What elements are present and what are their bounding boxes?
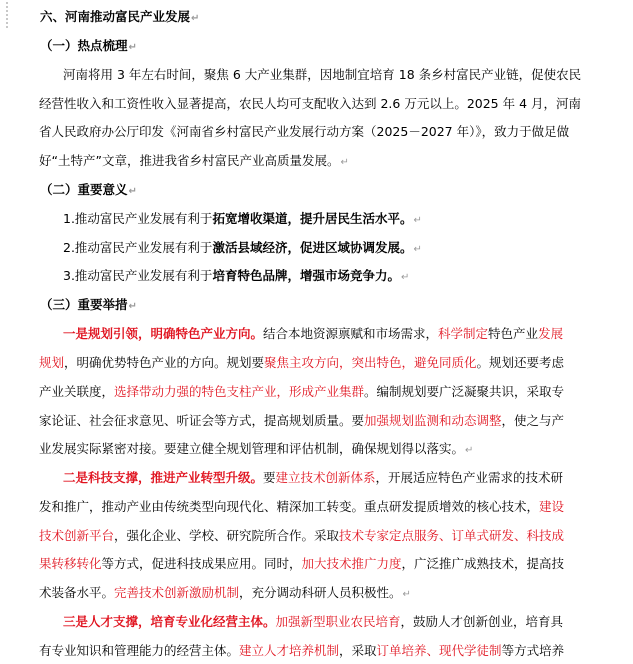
text-run: ，开展适应特色产业需求的技术研 <box>375 470 564 485</box>
heading-hotspot-text: （一）热点梳理 <box>40 38 128 53</box>
highlight-run: 订单培养、现代学徒制 <box>376 643 502 658</box>
text-run: 有专业知识和管理能力的经营主体。 <box>39 643 240 658</box>
paragraph-mark-icon: ↵ <box>128 301 137 312</box>
item-prefix: 3.推动富民产业发展有利于 <box>63 268 213 283</box>
measure2-line-2 <box>39 499 564 515</box>
text-run: 等方式，促进科技成果应用。同时， <box>101 556 302 571</box>
measure1-line-3 <box>39 384 564 400</box>
section-title <box>40 9 199 27</box>
text-run: 特色产业 <box>488 326 539 341</box>
text-run: 家论证、社会征求意见、听证会等方式，提高规划质量。要 <box>39 413 365 428</box>
measure3-line-2 <box>39 643 564 659</box>
text-run: 。编制规划要广泛凝聚共识，采取专 <box>364 384 565 399</box>
item-prefix: 1.推动富民产业发展有利于 <box>63 211 213 226</box>
highlight-run: 建设 <box>539 499 565 514</box>
paragraph-mark-icon: ↵ <box>465 445 474 456</box>
item-prefix: 2.推动富民产业发展有利于 <box>63 240 213 255</box>
paragraph-mark-icon: ↵ <box>413 215 422 226</box>
text-run: 。规划还要考虑 <box>476 355 565 370</box>
hotspot-line-4 <box>39 153 349 171</box>
section-title-text: 六、河南推动富民产业发展 <box>40 9 191 24</box>
highlight-run: 规划 <box>39 355 65 370</box>
paragraph-mark-icon: ↵ <box>191 13 200 24</box>
paragraph-mark-icon: ↵ <box>402 589 411 600</box>
measure1-line-5 <box>39 441 473 459</box>
highlight-run: 技术创新平台 <box>39 528 115 543</box>
item-emphasis: 培育特色品牌，增强市场竞争力。 <box>212 268 400 283</box>
highlight-run: 完善技术创新激励机制 <box>114 585 240 600</box>
heading-hotspot <box>40 38 137 56</box>
paragraph-mark-icon: ↵ <box>400 272 410 283</box>
measure1-line-1 <box>63 326 563 342</box>
measure3-line-1 <box>63 614 563 630</box>
highlight-run: 发展 <box>538 326 564 341</box>
hotspot-line-1: 河南将用 3 年左右时间，聚焦 6 大产业集群，因地制宜培育 18 条乡村富民产业链，促使农民 <box>63 67 582 82</box>
text-run: ，强化企业、学校、研究院所合作。采取 <box>114 528 340 543</box>
highlight-run: 建立技术创新体系 <box>275 470 376 485</box>
item-emphasis: 拓宽增收渠道，提升居民生活水平。 <box>212 211 413 226</box>
hotspot-line-3: 省人民政府办公厅印发《河南省乡村富民产业发展行动方案（2025－2027 年）》，致力于做足做 <box>39 124 570 139</box>
text-run: ，广泛推广成熟技术，提高技 <box>401 556 565 571</box>
text-run: 等方式培养 <box>501 643 565 658</box>
measure2-title: 二是科技支撑，推进产业转型升级。 <box>63 470 264 485</box>
text-run: ，使之与产 <box>501 413 565 428</box>
highlight-run: 加强规划监测和动态调整 <box>364 413 502 428</box>
text-run: ，鼓励人才创新创业，培育具 <box>400 614 564 629</box>
highlight-run: 聚焦主攻方向，突出特色，避免同质化 <box>264 355 477 370</box>
text-run: 术装备水平。 <box>39 585 115 600</box>
text-run: 发和推广，推动产业由传统类型向现代化、精深加工转变。重点研发提质增效的核心技术， <box>39 499 540 514</box>
significance-item-3 <box>63 268 409 286</box>
measure1-title: 一是规划引领，明确特色产业方向。 <box>63 326 264 341</box>
text-run: 业发展实际紧密对接。要建立健全规划管理和评估机制，确保规划得以落实。 <box>39 441 465 456</box>
hotspot-line-2: 经营性收入和工资性收入显著提高，农民人均可支配收入达到 2.6 万元以上。2025 年 4 月，河南 <box>39 96 582 111</box>
highlight-run: 加大技术推广力度 <box>301 556 402 571</box>
significance-item-2 <box>63 240 422 258</box>
measure2-line-1 <box>63 470 563 486</box>
text-run: ，采取 <box>339 643 377 658</box>
paragraph-mark-icon: ↵ <box>128 42 137 53</box>
highlight-run: 科学制定 <box>438 326 489 341</box>
paragraph-mark-icon: ↵ <box>340 157 349 168</box>
highlight-run: 技术专家定点服务、订单式研发、科技成 <box>339 528 565 543</box>
text-run: 结合本地资源禀赋和市场需求， <box>263 326 439 341</box>
significance-item-1 <box>63 211 422 229</box>
heading-significance-text: （二）重要意义 <box>40 182 128 197</box>
highlight-run: 选择带动力强的特色支柱产业，形成产业集群 <box>114 384 365 399</box>
measure1-line-2 <box>39 355 564 371</box>
text-run: ，充分调动科研人员积极性。 <box>239 585 402 600</box>
text-run: ，明确优势特色产业的方向。规划要 <box>64 355 265 370</box>
item-emphasis: 激活县域经济，促进区域协调发展。 <box>212 240 413 255</box>
measure2-line-3 <box>39 528 564 544</box>
text-run: 要 <box>263 470 276 485</box>
heading-significance <box>40 182 137 200</box>
highlight-run: 果转移转化 <box>39 556 102 571</box>
heading-measures <box>40 297 137 315</box>
text-run: 产业关联度， <box>39 384 115 399</box>
highlight-run: 加强新型职业农民培育 <box>275 614 401 629</box>
paragraph-mark-icon: ↵ <box>128 186 137 197</box>
measure2-line-5 <box>39 585 411 603</box>
hotspot-line-4-text: 好“土特产”文章，推进我省乡村富民产业高质量发展。 <box>39 153 340 168</box>
heading-measures-text: （三）重要举措 <box>40 297 128 312</box>
measure2-line-4 <box>39 556 564 572</box>
highlight-run: 建立人才培养机制 <box>239 643 340 658</box>
measure3-title: 三是人才支撑，培育专业化经营主体。 <box>63 614 276 629</box>
measure1-line-4 <box>39 413 564 429</box>
margin-dotted-line <box>4 0 10 30</box>
paragraph-mark-icon: ↵ <box>413 244 422 255</box>
